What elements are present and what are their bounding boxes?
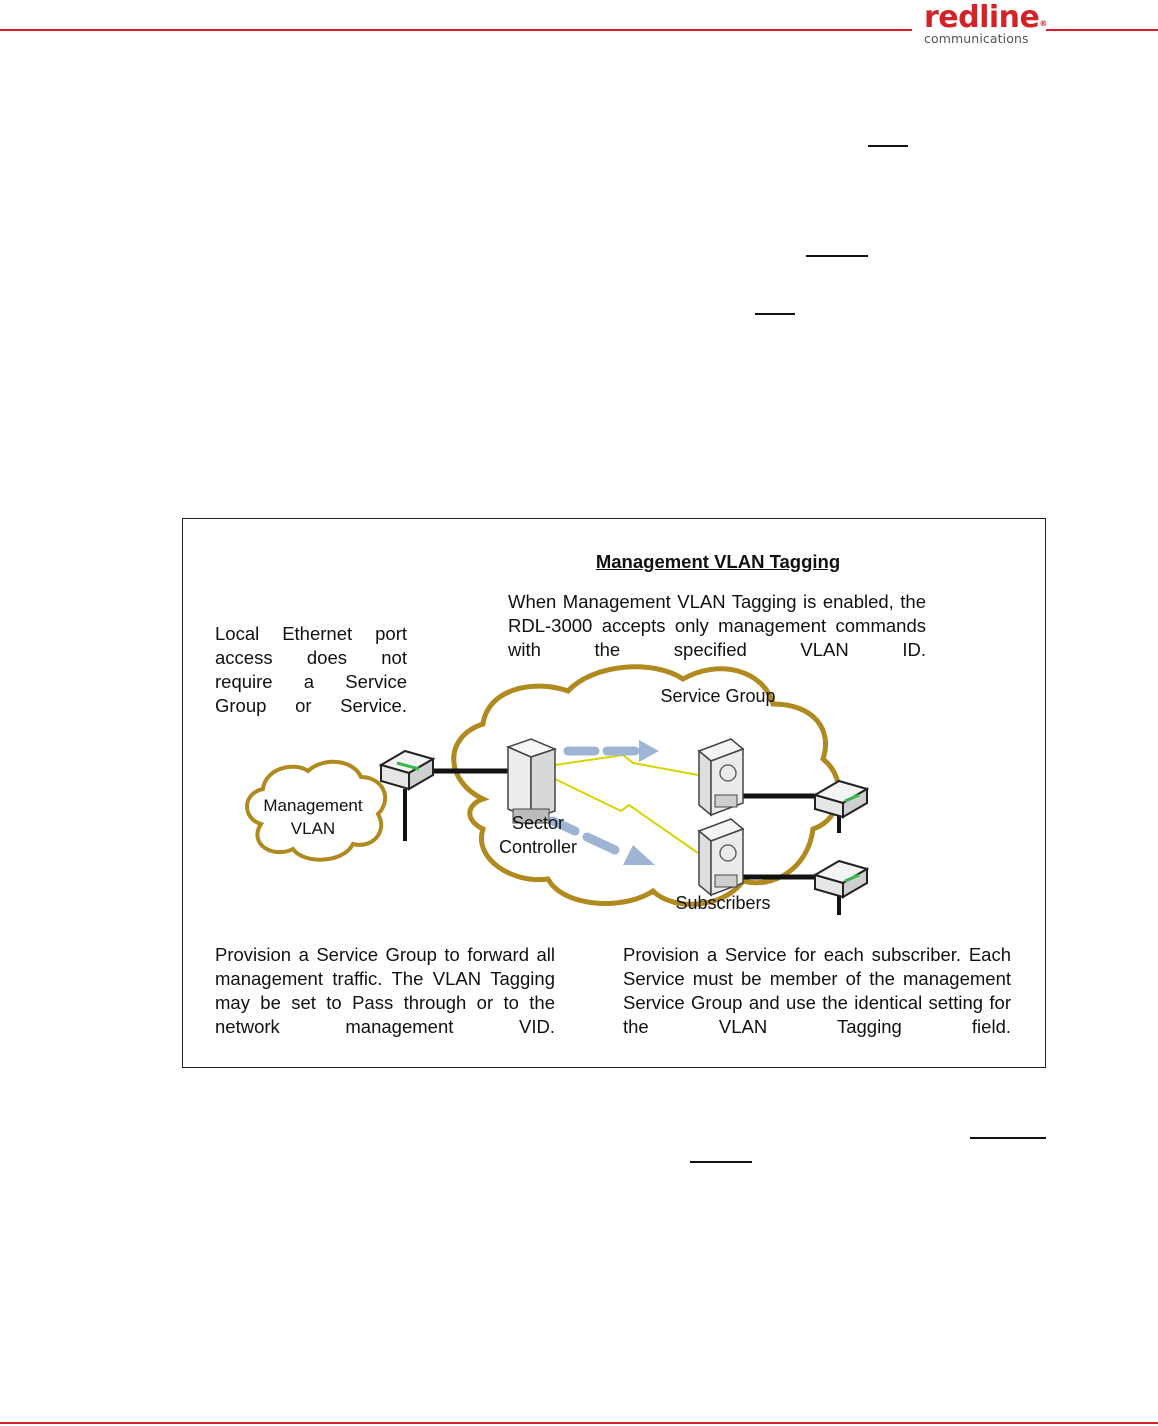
logo-registered-mark: ® [1039, 19, 1047, 28]
router-icon [381, 751, 433, 789]
label-management: Management [263, 796, 363, 815]
note-bottom-left: Provision a Service Group to forward all management traffic. The VLAN Tagging may be set to Pass through or to the network management VID. [215, 944, 555, 1037]
subscriber-unit-icon [699, 739, 743, 815]
underline-fragment [868, 145, 908, 147]
arrow-head [623, 845, 655, 865]
router-icon [815, 861, 867, 897]
subscriber-unit-icon [699, 819, 743, 895]
note-top-right: When Management VLAN Tagging is enabled, the RDL-3000 accepts only management commands with the specified VLAN ID. [508, 591, 926, 660]
sector-controller-icon [508, 739, 555, 823]
label-vlan: VLAN [290, 819, 336, 838]
underline-fragment [806, 255, 868, 257]
arrow-head [639, 740, 659, 762]
footer-rule [0, 1422, 1158, 1424]
label-controller: Controller [498, 837, 578, 857]
wireless-link-icon [555, 755, 698, 775]
note-top-left: Local Ethernet port access does not require a Service Group or Service. [215, 623, 407, 716]
router-icon [815, 781, 867, 817]
underline-fragment [690, 1161, 752, 1163]
logo-subtitle: communications [924, 31, 1029, 46]
redline-logo [924, 0, 1047, 46]
label-subscribers: Subscribers [675, 893, 771, 913]
management-vlan-figure [182, 518, 1046, 1068]
label-service-group: Service Group [660, 686, 776, 706]
underline-fragment [755, 313, 795, 315]
header-rule-right [1046, 29, 1158, 31]
note-bottom-right: Provision a Service for each subscriber. Each Service must be member of the management Service Group and use the identical setting for the VLAN Tagging field. [623, 944, 1011, 1037]
label-sector: Sector [511, 813, 565, 833]
logo-wordmark: redline [924, 0, 1040, 35]
underline-fragment [970, 1137, 1046, 1139]
header-rule-left [0, 29, 912, 31]
figure-title: Management VLAN Tagging [595, 551, 841, 572]
